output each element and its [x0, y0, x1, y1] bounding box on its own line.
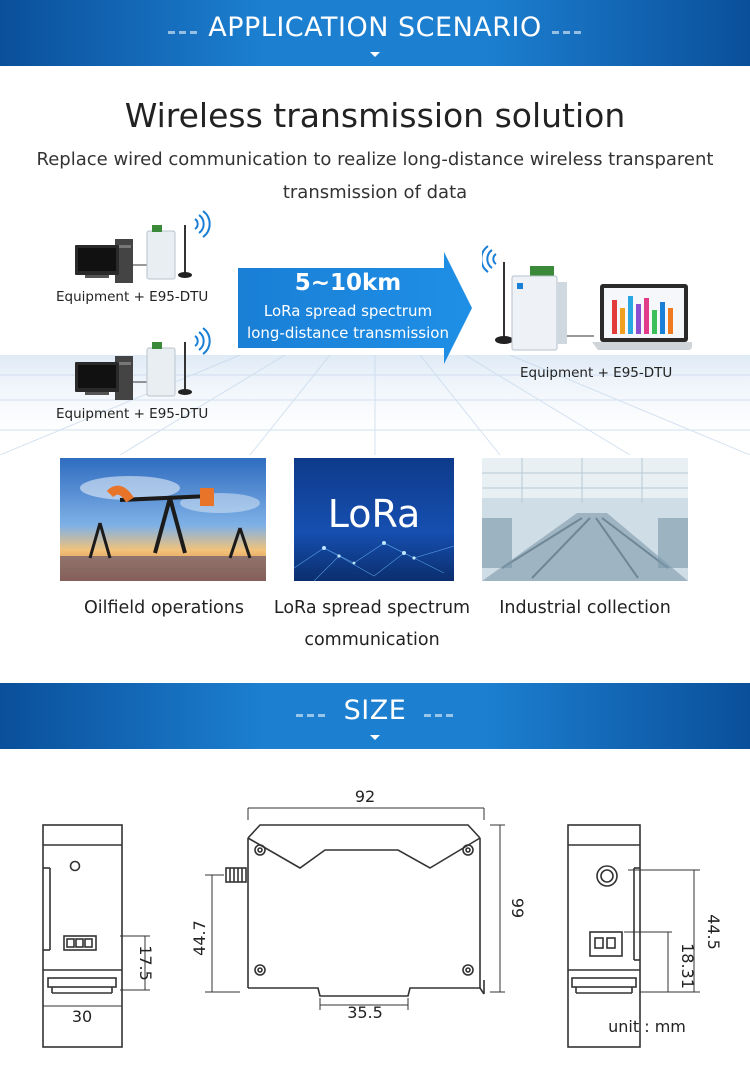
dim-front-rail: 35.5	[347, 1003, 383, 1022]
oilfield-photo	[60, 458, 266, 581]
dim-front-height: 99	[508, 897, 527, 919]
section-title: SIZE	[343, 695, 407, 726]
side-view-right	[568, 825, 700, 1047]
arrow-distance: 5~10km	[294, 270, 402, 296]
left-device-2-label: Equipment + E95-DTU	[56, 406, 209, 422]
arrow-line2: long-distance transmission	[247, 324, 449, 342]
dim-right-sub-height: 18.31	[678, 943, 697, 989]
solution-heading: Wireless transmission solution	[124, 96, 626, 135]
dimension-drawings	[0, 760, 750, 1060]
solution-subtitle-line1: Replace wired communication to realize long-distance wireless transparent	[36, 149, 714, 170]
caption-lora-line1: LoRa spread spectrum	[273, 598, 471, 618]
caption-oilfield: Oilfield operations	[84, 598, 244, 618]
wifi-signal-icon	[482, 246, 496, 272]
dim-front-left-height: 44.7	[190, 920, 209, 956]
right-device-label: Equipment + E95-DTU	[520, 365, 673, 381]
wifi-signal-icon	[195, 328, 210, 354]
chevron-down-icon	[370, 52, 380, 57]
banner-decor-dash-right	[424, 714, 454, 717]
chevron-down-icon	[370, 735, 380, 740]
size-banner	[0, 683, 750, 749]
front-view	[205, 808, 505, 1010]
dim-right-height: 44.5	[704, 914, 723, 950]
lora-photo	[294, 458, 454, 581]
application-scenario-banner	[0, 0, 750, 66]
equipment-dtu-left-2	[55, 322, 215, 402]
equipment-dtu-right	[482, 238, 692, 356]
caption-industrial: Industrial collection	[499, 598, 671, 618]
dim-front-width: 92	[354, 787, 376, 806]
caption-lora-line2: communication	[304, 630, 440, 650]
section-title: APPLICATION SCENARIO	[208, 12, 542, 43]
wifi-signal-icon	[195, 211, 210, 237]
lora-logo-text: LoRa	[327, 492, 421, 536]
side-view-left	[43, 825, 150, 1047]
dim-left-width: 30	[71, 1007, 93, 1026]
solution-subtitle-line2: transmission of data	[282, 182, 468, 203]
equipment-dtu-left-1	[55, 205, 215, 285]
arrow-line1: LoRa spread spectrum	[263, 302, 433, 320]
dim-left-height: 17.5	[136, 945, 155, 981]
industrial-photo	[482, 458, 688, 581]
banner-decor-dash-right	[552, 31, 582, 34]
left-device-1-label: Equipment + E95-DTU	[56, 289, 209, 305]
unit-label: unit : mm	[608, 1017, 686, 1036]
